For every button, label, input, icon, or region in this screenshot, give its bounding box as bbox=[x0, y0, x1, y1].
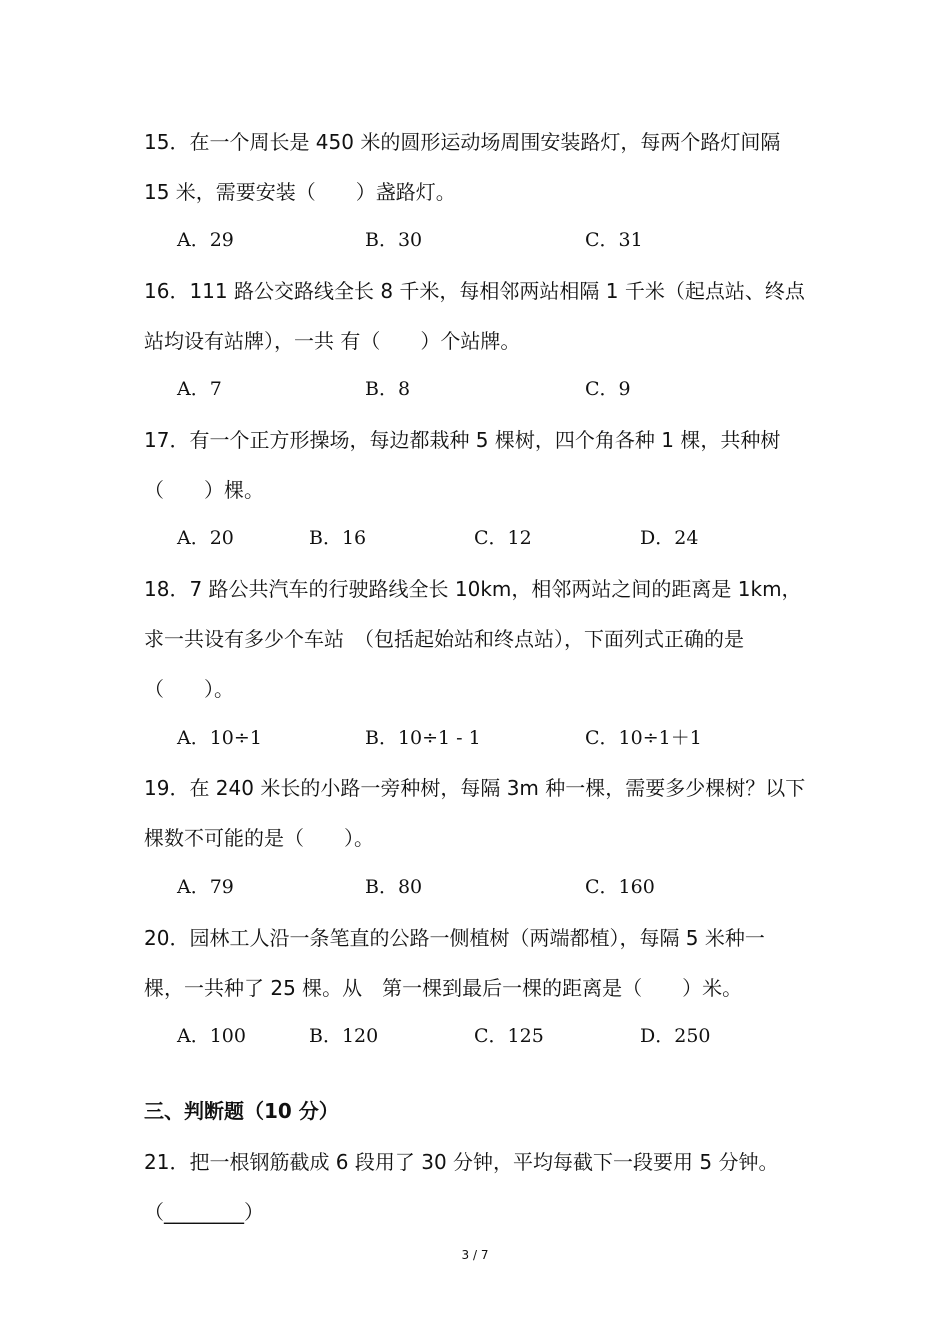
question-19-line-1: 19．在 240 米长的小路一旁种树，每隔 3m 种一棵，需要多少棵树？以下 bbox=[144, 776, 806, 800]
option-d: D．250 bbox=[640, 1025, 711, 1047]
option-b: B．8 bbox=[365, 378, 411, 400]
question-20-line-2: 棵，一共种了 25 棵。从 第一棵到最后一棵的距离是（ ）米。 bbox=[144, 976, 743, 1000]
option-a: A．79 bbox=[177, 876, 234, 898]
question-18-line-3: （ ）。 bbox=[144, 677, 234, 701]
question-21-answer-blank: （________） bbox=[144, 1200, 264, 1224]
option-b: B．16 bbox=[309, 527, 367, 549]
option-c: C．31 bbox=[585, 229, 643, 251]
question-19-line-2: 棵数不可能的是（ ）。 bbox=[144, 826, 374, 850]
option-d: D．24 bbox=[640, 527, 699, 549]
page-number: 3 / 7 bbox=[461, 1248, 489, 1262]
question-17-line-2: （ ）棵。 bbox=[144, 478, 264, 502]
option-c: C．160 bbox=[585, 876, 655, 898]
question-16-line-2: 站均设有站牌），一共 有（ ）个站牌。 bbox=[144, 329, 521, 353]
question-16-line-1: 16．111 路公交路线全长 8 千米，每相邻两站相隔 1 千米（起点站、终点 bbox=[144, 279, 805, 303]
option-b: B．30 bbox=[365, 229, 423, 251]
question-20-line-1: 20．园林工人沿一条笔直的公路一侧植树（两端都植），每隔 5 米种一 bbox=[144, 926, 765, 950]
option-c: C．10÷1＋1 bbox=[585, 727, 702, 749]
option-c: C．125 bbox=[474, 1025, 544, 1047]
question-18-line-1: 18．7 路公共汽车的行驶路线全长 10km，相邻两站之间的距离是 1km， bbox=[144, 577, 802, 601]
option-a: A．29 bbox=[177, 229, 234, 251]
option-a: A．7 bbox=[177, 378, 222, 400]
option-a: A．10÷1 bbox=[177, 727, 262, 749]
option-b: B．80 bbox=[365, 876, 423, 898]
option-b: B．120 bbox=[309, 1025, 379, 1047]
option-a: A．100 bbox=[177, 1025, 246, 1047]
question-21-line-1: 21．把一根钢筋截成 6 段用了 30 分钟，平均每截下一段要用 5 分钟。 bbox=[144, 1150, 779, 1174]
option-c: C．9 bbox=[585, 378, 631, 400]
question-17-line-1: 17．有一个正方形操场，每边都栽种 5 棵树，四个角各种 1 棵，共种树 bbox=[144, 428, 781, 452]
question-18-line-2: 求一共设有多少个车站 （包括起始站和终点站），下面列式正确的是 bbox=[144, 627, 744, 651]
section-heading: 三、判断题（10 分） bbox=[144, 1099, 339, 1123]
question-15-line-1: 15．在一个周长是 450 米的圆形运动场周围安装路灯，每两个路灯间隔 bbox=[144, 130, 781, 154]
option-c: C．12 bbox=[474, 527, 532, 549]
option-b: B．10÷1 - 1 bbox=[365, 727, 481, 749]
question-15-line-2: 15 米，需要安装（ ）盏路灯。 bbox=[144, 180, 456, 204]
option-a: A．20 bbox=[177, 527, 234, 549]
